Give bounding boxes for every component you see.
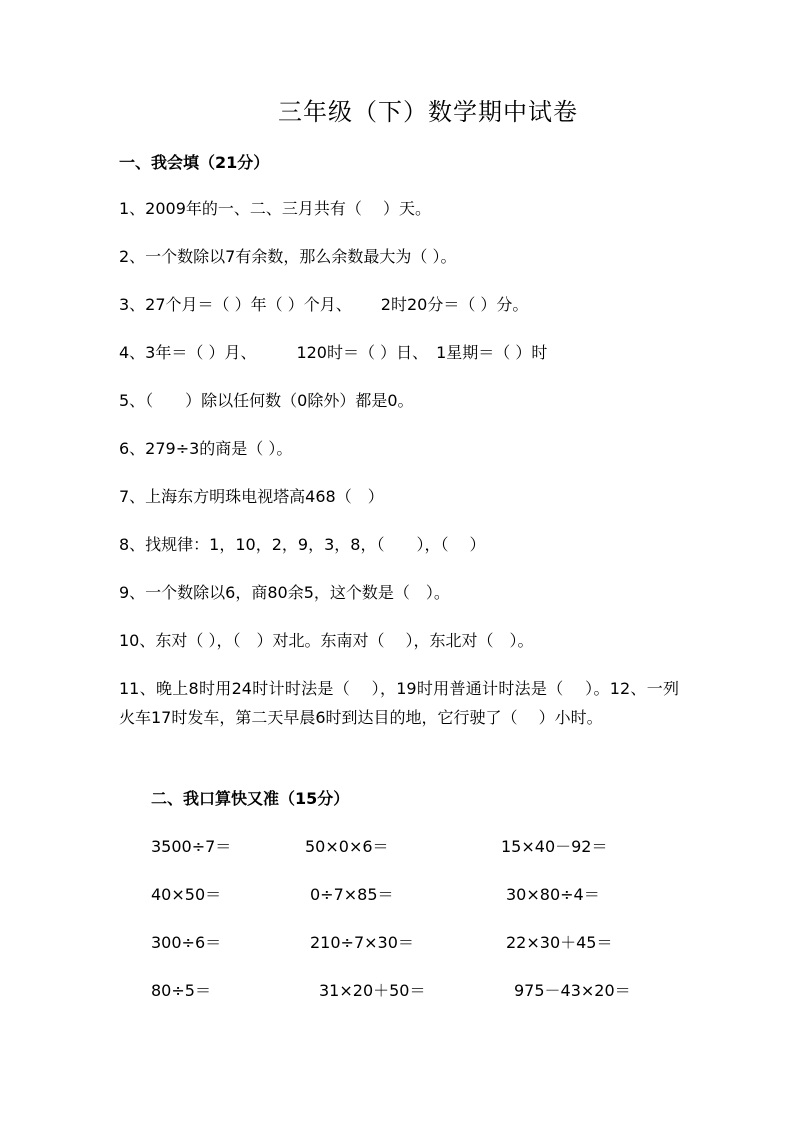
calc-item: 80÷5＝ [151,981,211,1000]
question-5: 5、（ ）除以任何数（0除外）都是0。 [119,391,414,410]
calc-item: 40×50＝ [151,885,222,904]
calc-row-3 [0,930,794,952]
question-7: 7、上海东方明珠电视塔高468（ ） [119,487,384,506]
calc-item: 22×30＋45＝ [506,933,613,952]
calc-item: 210÷7×30＝ [310,933,414,952]
question-8: 8、找规律：1，10，2，9，3，8，（ ），（ ） [119,535,486,554]
exam-title: 三年级（下）数学期中试卷 [278,98,578,126]
calc-item: 50×0×6＝ [305,837,389,856]
calc-item: 300÷6＝ [151,933,222,952]
calc-item: 15×40－92＝ [501,837,608,856]
question-6: 6、279÷3的商是（ ）。 [119,439,293,458]
calc-row-2 [0,882,794,904]
calc-item: 30×80÷4＝ [506,885,600,904]
question-4: 4、3年＝（ ）月、 120时＝（ ）日、 1星期＝（ ）时 [119,343,548,362]
section-2-heading: 二、我口算快又准（15分） [151,789,350,808]
question-1: 1、2009年的一、二、三月共有（ ）天。 [119,199,431,218]
question-9: 9、一个数除以6，商80余5，这个数是（ ）。 [119,583,450,602]
question-11-12: 11、晚上8时用24时计时法是（ ），19时用普通计时法是（ ）。12、一列火车17时发车，第二天早晨6时到达目的地，它行驶了（ ）小时。 [119,679,679,727]
calc-item: 3500÷7＝ [151,837,232,856]
question-10: 10、东对（ ），（ ）对北。东南对（ ），东北对（ ）。 [119,631,534,650]
question-3: 3、27个月＝（ ）年（ ）个月、 2时20分＝（ ）分。 [119,295,529,314]
calc-row-1 [0,834,794,856]
calc-row-4 [0,978,794,1000]
calc-item: 0÷7×85＝ [310,885,394,904]
question-2: 2、一个数除以7有余数，那么余数最大为（ ）。 [119,247,457,266]
calc-item: 31×20＋50＝ [319,981,426,1000]
section-1-heading: 一、我会填（21分） [119,153,270,172]
calc-item: 975－43×20＝ [514,981,631,1000]
